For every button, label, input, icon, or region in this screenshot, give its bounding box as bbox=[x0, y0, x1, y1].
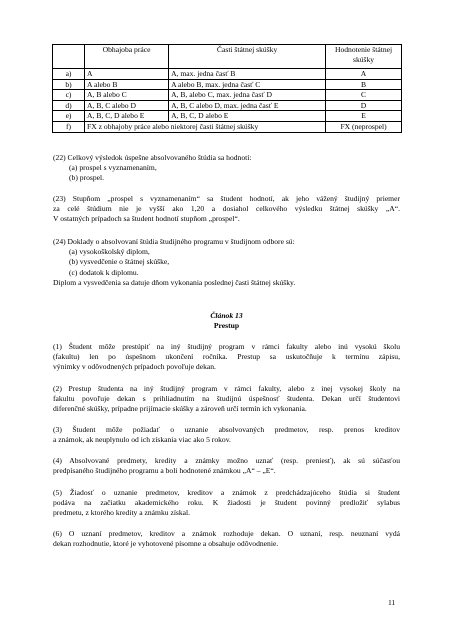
section-6 bbox=[53, 529, 400, 549]
paragraph-line: (5) Žiadosť o uznanie predmetov, kreditov a známok z predchádzajúceho štúdia si študent bbox=[53, 488, 400, 497]
table-cell: A, B, alebo C, max. jedna časť D bbox=[169, 90, 326, 101]
paragraph-line: (23) Stupňom „prospel s vyznamenaním“ sa študent hodnotí, ak jeho vážený študijný priemer bbox=[53, 194, 400, 203]
article-heading bbox=[53, 311, 400, 331]
article-number: Článok 13 bbox=[210, 311, 243, 320]
paragraph-line: Diplom a vysvedčenia sa datuje dňom vykonania poslednej časti štátnej skúšky. bbox=[53, 277, 296, 287]
table-cell: A bbox=[85, 69, 169, 80]
paragraph-line: (22) Celkový výsledok úspešne absolvovaného štúdia sa hodnotí: bbox=[53, 153, 252, 162]
table-cell: e) bbox=[53, 111, 85, 122]
paragraph-line: výnimky v odôvodnených prípadoch povoľuje dekan. bbox=[53, 362, 216, 372]
table-cell: FX (neprospel) bbox=[326, 121, 402, 132]
paragraph-line: a známok, ak neuplynulo od ich získania viac ako 5 rokov. bbox=[53, 435, 231, 445]
list-item: (c) dodatok k diplomu. bbox=[69, 267, 139, 277]
table-cell: B bbox=[326, 79, 402, 90]
header-cell-exam-parts: Časti štátnej skúšky bbox=[169, 45, 326, 69]
table-row bbox=[53, 69, 402, 80]
paragraph-line: (24) Doklady o absolvovaní štúdia študijného programu v študijnom odbore sú: bbox=[53, 237, 295, 246]
paragraph-line: fakultu povoľuje dekan s prihliadnutím na študijnú úspešnosť študenta. Dekan určí študentovi bbox=[53, 394, 400, 404]
section-5 bbox=[53, 488, 400, 519]
paragraph-line: podáva na začiatku akademického roku. K žiadosti je študent povinný predložiť sylabus bbox=[53, 498, 400, 508]
page-number: 11 bbox=[388, 598, 396, 607]
section-2 bbox=[53, 384, 400, 415]
table-header-row bbox=[53, 45, 402, 69]
table-cell: D bbox=[326, 100, 402, 111]
header-cell-index bbox=[53, 45, 85, 69]
table-cell: A, B, C alebo D, max. jedna časť E bbox=[169, 100, 326, 111]
paragraph-line: diferenčné skúšky, prípadne prijímacie skúšky a zároveň určí termín ich vykonania. bbox=[53, 404, 307, 414]
table-cell: f) bbox=[53, 121, 85, 132]
table-row bbox=[53, 90, 402, 101]
article-title: Prestup bbox=[213, 321, 240, 331]
paragraph-22 bbox=[53, 153, 400, 184]
paragraph-line: (3) Študent môže požiadať o uznanie absolvovaných predmetov, resp. prenos kreditov bbox=[53, 425, 400, 434]
paragraph-line: (2) Prestup študenta na iný študijný program v rámci fakulty, alebo z inej vysokej školy na bbox=[53, 384, 400, 393]
table-cell: A alebo B, max. jedna časť C bbox=[169, 79, 326, 90]
paragraph-line: predmetu, z ktorého kredity a známku získal. bbox=[53, 508, 191, 518]
paragraph-line: (4) Absolvované predmety, kredity a známky možno uznať (resp. preniesť), ak sú súčasťou bbox=[53, 456, 400, 465]
header-cell-thesis: Obhajoba práce bbox=[85, 45, 169, 69]
paragraph-line: V ostatných prípadoch sa študent hodnotí stupňom „prospel“. bbox=[53, 214, 240, 224]
table-cell: c) bbox=[53, 90, 85, 101]
table-cell: C bbox=[326, 90, 402, 101]
table-row bbox=[53, 79, 402, 90]
paragraph-23 bbox=[53, 194, 400, 225]
table-row bbox=[53, 100, 402, 111]
grading-table bbox=[52, 44, 402, 133]
table-row bbox=[53, 121, 402, 132]
table-cell: A, B, C, D alebo E bbox=[169, 111, 326, 122]
section-3 bbox=[53, 425, 400, 445]
table-cell: E bbox=[326, 111, 402, 122]
table-cell: b) bbox=[53, 79, 85, 90]
list-item: (a) vysokoškolský diplom, bbox=[69, 247, 150, 257]
paragraph-line: predpísaného študijného programu a boli hodnotené známkou „A“ – „E“. bbox=[53, 466, 276, 476]
table-cell: A alebo B bbox=[85, 79, 169, 90]
paragraph-line: za celé štúdium nie je vyšší ako 1,20 a dosiahol celkového výsledku štátnej skúšky „A“. bbox=[53, 204, 400, 214]
list-item: (b) vysvedčenie o štátnej skúške, bbox=[69, 257, 170, 267]
section-1 bbox=[53, 342, 400, 373]
paragraph-line: (6) O uznaní predmetov, kreditov a známok rozhoduje dekan. O uznaní, resp. neuznaní vydá bbox=[53, 529, 400, 538]
table-cell: A, max. jedna časť B bbox=[169, 69, 326, 80]
table-cell: A, B alebo C bbox=[85, 90, 169, 101]
paragraph-line: dekan rozhodnutie, ktoré je vyhotovené písomne a obsahuje odôvodnenie. bbox=[53, 539, 279, 549]
list-item: (b) prospel. bbox=[69, 173, 105, 183]
table-cell: A, B, C alebo D bbox=[85, 100, 169, 111]
table-cell: a) bbox=[53, 69, 85, 80]
paragraph-24 bbox=[53, 237, 400, 288]
table-cell: A bbox=[326, 69, 402, 80]
table-cell: d) bbox=[53, 100, 85, 111]
list-item: (a) prospel s vyznamenaním, bbox=[69, 163, 157, 173]
table-cell: A, B, C, D alebo E bbox=[85, 111, 169, 122]
paragraph-line: (1) Študent môže prestúpiť na iný študijný program v rámci fakulty alebo inú vysokú školu bbox=[53, 342, 400, 351]
table-cell-merged: FX z obhajoby práce alebo niektorej časti štátnej skúšky bbox=[85, 121, 326, 132]
header-cell-grade: Hodnotenie štátnej skúšky bbox=[326, 45, 402, 69]
table-row bbox=[53, 111, 402, 122]
section-4 bbox=[53, 456, 400, 476]
paragraph-line: (fakultu) len po úspešnom ukončení ročníka. Prestup sa uskutočňuje k termínu zápisu, bbox=[53, 352, 400, 362]
